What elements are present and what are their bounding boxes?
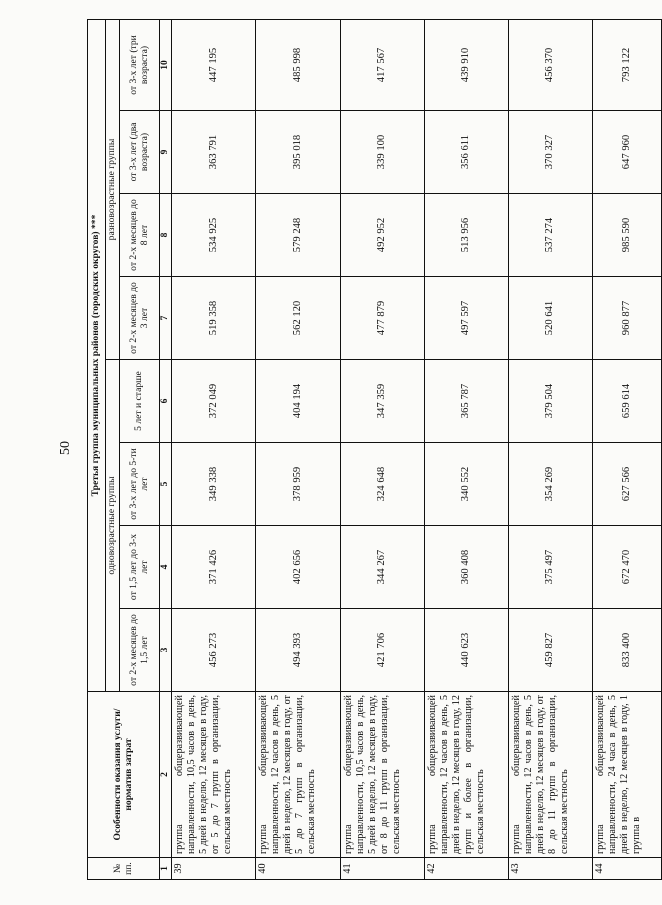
- row-value: 347 359: [340, 360, 424, 443]
- header-feature: Особенности оказания услуги/норматив затрат: [88, 692, 160, 858]
- row-value: 497 597: [424, 277, 508, 360]
- row-num: 39: [172, 858, 256, 880]
- row-value: 417 567: [340, 19, 424, 110]
- header-sub: от 2-х месяцев до 8 лет: [120, 194, 160, 277]
- header-index: 8: [160, 194, 172, 277]
- row-value: 537 274: [509, 194, 593, 277]
- row-value: 659 614: [593, 360, 662, 443]
- row-value: 440 623: [424, 609, 508, 692]
- row-value: 534 925: [172, 194, 256, 277]
- header-sub: от 2-х месяцев до 3 лет: [120, 277, 160, 360]
- row-value: 485 998: [256, 19, 340, 110]
- row-value: 494 393: [256, 609, 340, 692]
- row-feature: группа общеразвивающей направленности, 12 часов в день, 5 дней в неделю, 12 месяцев в году, 12 групп и более в организации, сельская местность: [424, 692, 508, 858]
- header-index: 10: [160, 19, 172, 110]
- row-value: 378 959: [256, 443, 340, 526]
- header-sub: от 3-х лет до 5-ти лет: [120, 443, 160, 526]
- header-index: 5: [160, 443, 172, 526]
- row-value: 447 195: [172, 19, 256, 110]
- table-body: [172, 19, 662, 879]
- header-sub: 5 лет и старше: [120, 360, 160, 443]
- header-index: 6: [160, 360, 172, 443]
- row-feature: группа общеразвивающей направленности, 10,5 часов в день, 5 дней в неделю, 12 месяцев в году, от 5 до 7 групп в организации, сельская местность: [172, 692, 256, 858]
- row-value: 960 877: [593, 277, 662, 360]
- row-value: 421 706: [340, 609, 424, 692]
- row-value: 793 122: [593, 19, 662, 110]
- header-index: 1: [160, 858, 172, 880]
- row-value: 477 879: [340, 277, 424, 360]
- row-value: 520 641: [509, 277, 593, 360]
- table-row: [593, 19, 662, 879]
- row-value: 365 787: [424, 360, 508, 443]
- header-index: 2: [160, 692, 172, 858]
- row-num: 44: [593, 858, 662, 880]
- row-value: 375 497: [509, 526, 593, 609]
- rotated-table-container: [87, 20, 662, 880]
- row-value: 404 194: [256, 360, 340, 443]
- row-value: 627 566: [593, 443, 662, 526]
- row-value: 833 400: [593, 609, 662, 692]
- header-index: 9: [160, 111, 172, 194]
- row-value: 344 267: [340, 526, 424, 609]
- row-value: 492 952: [340, 194, 424, 277]
- row-value: 456 370: [509, 19, 593, 110]
- row-value: 985 590: [593, 194, 662, 277]
- row-value: 562 120: [256, 277, 340, 360]
- table-row: [172, 19, 256, 879]
- row-value: 324 648: [340, 443, 424, 526]
- table-header: [88, 19, 172, 879]
- row-value: 370 327: [509, 111, 593, 194]
- header-num: № пп.: [88, 858, 160, 880]
- row-num: 42: [424, 858, 508, 880]
- row-value: 459 827: [509, 609, 593, 692]
- header-single-age: одновозрастные группы: [106, 360, 120, 692]
- row-feature: группа общеразвивающей направленности, 24 часа в день, 5 дней в неделю, 12 месяцев в году, 1 группа в: [593, 692, 662, 858]
- row-value: 371 426: [172, 526, 256, 609]
- row-value: 579 248: [256, 194, 340, 277]
- table-row: [424, 19, 508, 879]
- row-value: 456 273: [172, 609, 256, 692]
- row-value: 349 338: [172, 443, 256, 526]
- row-value: 439 910: [424, 19, 508, 110]
- row-value: 340 552: [424, 443, 508, 526]
- row-feature: группа общеразвивающей направленности, 12 часов в день, 5 дней в неделю, 12 месяцев в году, от 8 до 11 групп в организации, сельская местность: [509, 692, 593, 858]
- row-value: 360 408: [424, 526, 508, 609]
- row-value: 519 358: [172, 277, 256, 360]
- header-sub: от 1,5 лет до 3-х лет: [120, 526, 160, 609]
- row-value: 354 269: [509, 443, 593, 526]
- row-num: 40: [256, 858, 340, 880]
- row-value: 363 791: [172, 111, 256, 194]
- header-index: 7: [160, 277, 172, 360]
- header-index: 3: [160, 609, 172, 692]
- header-sub: от 3-х лет (три возраста): [120, 19, 160, 110]
- table-row: [509, 19, 593, 879]
- row-feature: группа общеразвивающей направленности, 10,5 часов в день, 5 дней в неделю, 12 месяцев в году, от 8 до 11 групп в организации, сельская местность: [340, 692, 424, 858]
- header-sub: от 2-х месяцев до 1,5 лет: [120, 609, 160, 692]
- row-value: 356 611: [424, 111, 508, 194]
- table-row: [340, 19, 424, 879]
- row-value: 379 504: [509, 360, 593, 443]
- page-number: 50: [58, 441, 73, 455]
- row-feature: группа общеразвивающей направленности, 12 часов в день, 5 дней в неделю, 12 месяцев в году, от 5 до 7 групп в организации, сельская местность: [256, 692, 340, 858]
- row-value: 372 049: [172, 360, 256, 443]
- header-sub: от 3-х лет (два возраста): [120, 111, 160, 194]
- table-row: [256, 19, 340, 879]
- row-value: 402 656: [256, 526, 340, 609]
- row-num: 43: [509, 858, 593, 880]
- header-index: 4: [160, 526, 172, 609]
- row-value: 647 960: [593, 111, 662, 194]
- row-value: 339 100: [340, 111, 424, 194]
- row-num: 41: [340, 858, 424, 880]
- row-value: 395 018: [256, 111, 340, 194]
- header-mixed-age: разновозрастные группы: [106, 19, 120, 359]
- cost-norms-table: [87, 19, 662, 880]
- header-group-title: Третья группа муниципальных районов (городских округов) ***: [88, 19, 106, 691]
- row-value: 513 956: [424, 194, 508, 277]
- row-value: 672 470: [593, 526, 662, 609]
